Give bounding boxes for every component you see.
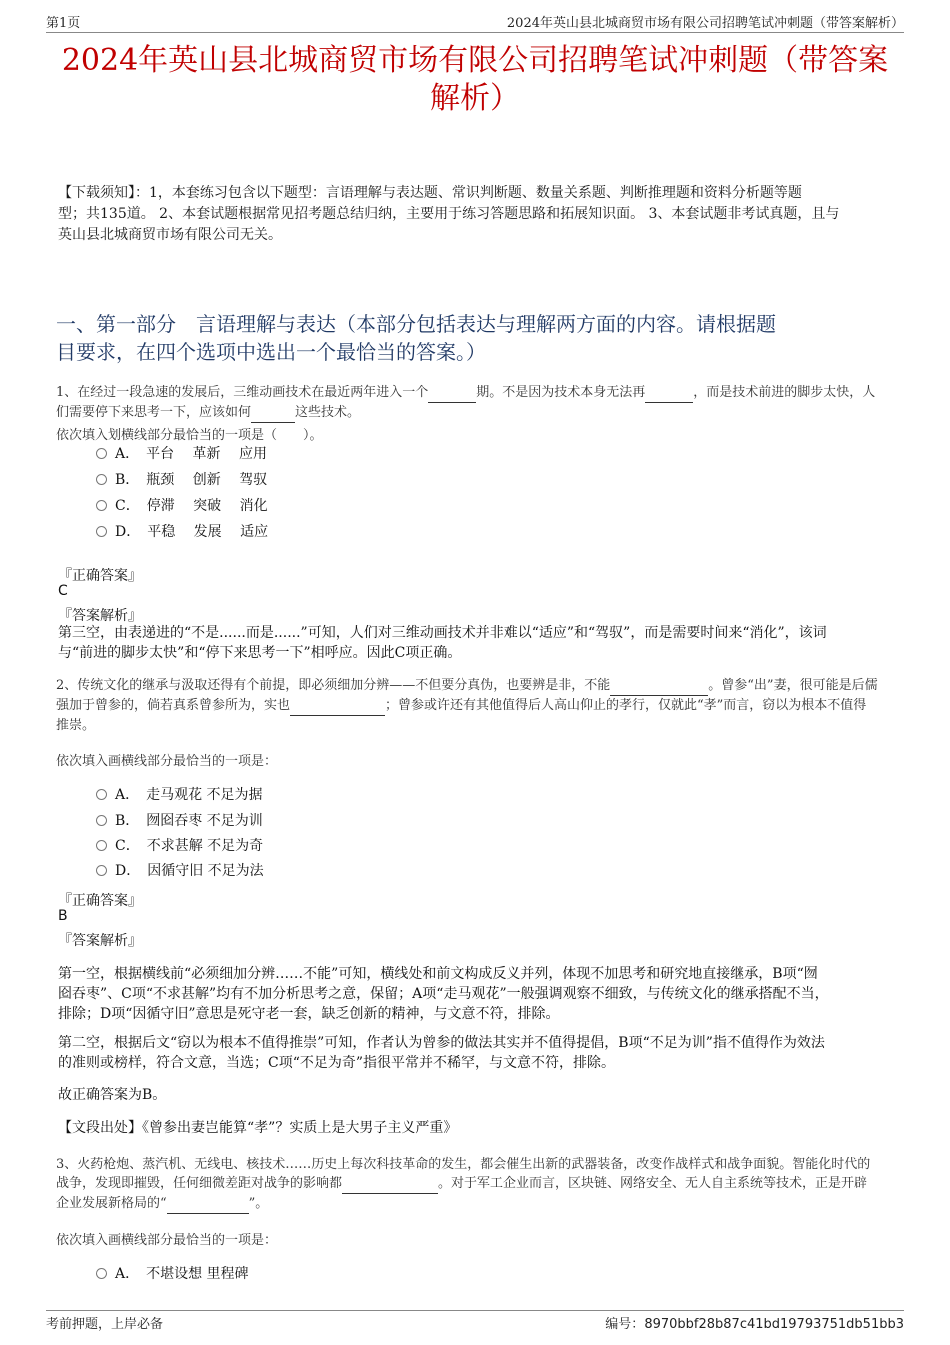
q1-blank-2 <box>645 383 693 403</box>
radio-icon[interactable] <box>96 500 107 511</box>
radio-icon[interactable] <box>96 865 107 876</box>
q1-blank-3 <box>251 403 295 423</box>
header-doc-title: 2024年英山县北城商贸市场有限公司招聘笔试冲刺题（带答案解析） <box>506 16 904 31</box>
section-heading <box>56 310 896 366</box>
q2-source: 【文段出处】《曾参出妻岂能算“孝”？实质上是大男子主义严重》 <box>58 1120 458 1136</box>
q1-blank-1 <box>428 383 476 403</box>
download-notice <box>58 183 898 246</box>
footer-code: 编号：8970bbf28b87c41bd19793751db51bb3 <box>605 1317 904 1332</box>
notice-line-3: 英山县北城商贸市场有限公司无关。 <box>58 227 282 243</box>
q2-analysis-label: 『答案解析』 <box>58 933 142 949</box>
q1-analysis: 第三空，由表递进的“不是......而是......”可知，人们对三维动画技术并非难以“适应”和“驾驭”，而是需要时间来“消化”，该词 与“前进的脚步太快”和“停下来思考一下”相呼应。因此C项正确。 <box>58 625 827 661</box>
q1-stem-line-1: 1、在经过一段急速的发展后，三维动画技术在最近两年进入一个 期。不是因为技术本身无法再 ，而是技术前进的脚步太快，人 <box>56 383 896 403</box>
radio-icon[interactable] <box>96 840 107 851</box>
q2-option-a[interactable]: A． 走马观花 不足为据 <box>96 785 263 805</box>
radio-icon[interactable] <box>96 789 107 800</box>
notice-line-1: 【下载须知】：1，本套练习包含以下题型：言语理解与表达题、常识判断题、数量关系题、判断推理题和资料分析题等题 <box>58 185 802 201</box>
section-line-1: 一、第一部分 言语理解与表达（本部分包括表达与理解两方面的内容。请根据题 <box>56 312 776 336</box>
radio-icon[interactable] <box>96 448 107 459</box>
footer-rule <box>46 1310 904 1311</box>
radio-icon[interactable] <box>96 526 107 537</box>
q2-analysis-p1: 第一空，根据横线前“必须细加分辨……不能”可知，横线处和前文构成反义并列，体现不加思考和研究地直接继承，B项“囫 囵吞枣”、C项“不求甚解”均有不加分析思考之意，保留；A项“走马观花”一般强调观察不细致，与传统文化的继承搭配不当， 排除；D项“因循守旧”意思是死守老一套，缺乏创新的精神，与文意不符，排除。 <box>58 966 829 1022</box>
q1-answer: C <box>58 583 68 599</box>
title-line-2: 解析） <box>430 81 520 116</box>
q3-stem: 3、火药枪炮、蒸汽机、无线电、核技术……历史上每次科技革命的发生，都会催生出新的武器装备，改变作战样式和战争面貌。智能化时代的 战争，发现即摧毁，任何细微差距对战争的影响都 。对于军工企业而言，区块链、网络安全、无人自主系统等技术，正是开辟 企业发展新格局的“ ”。 <box>56 1155 896 1214</box>
radio-icon[interactable] <box>96 815 107 826</box>
footer-slogan: 考前押题，上岸必备 <box>46 1317 164 1332</box>
title-line-1: 2024年英山县北城商贸市场有限公司招聘笔试冲刺题（带答案 <box>61 43 889 78</box>
q2-analysis-p2: 第二空，根据后文“窃以为根本不值得推崇”可知，作者认为曾参的做法其实并不值得提倡，B项“不足为训”指不值得作为效法 的准则或榜样，符合文意，当选；C项“不足为奇”指很平常并不稀罕，与文意不符，排除。 <box>58 1035 825 1071</box>
q1-analysis-label: 『答案解析』 <box>58 608 142 624</box>
q1-option-b[interactable]: B． 瓶颈 创新 驾驭 <box>96 470 267 490</box>
q2-stem: 2、传统文化的继承与汲取还得有个前提，即必须细加分辨——不但要分真伪，也要辨是非，不能 。曾参“出”妻，很可能是后儒 强加于曾参的，倘若真系曾参所为，实也 ；曾参或许还有其他值得后人高山仰止的孝行，仅就此“孝”而言，窃以为根本不值得 推崇。 <box>56 678 878 733</box>
q2-option-c[interactable]: C． 不求甚解 不足为奇 <box>96 836 263 856</box>
q2-prompt: 依次填入画横线部分最恰当的一项是： <box>56 754 278 769</box>
page-number: 第1页 <box>46 16 81 31</box>
q1-stem <box>56 383 896 423</box>
q2-answer: B <box>58 908 68 924</box>
q2-blank-1 <box>610 676 708 696</box>
q3-prompt: 依次填入画横线部分最恰当的一项是： <box>56 1233 278 1248</box>
q1-option-c[interactable]: C． 停滞 突破 消化 <box>96 496 268 516</box>
radio-icon[interactable] <box>96 1268 107 1279</box>
q3-blank-2 <box>167 1194 249 1214</box>
radio-icon[interactable] <box>96 474 107 485</box>
q1-option-a[interactable]: A． 平台 革新 应用 <box>96 444 267 464</box>
q1-answer-label: 『正确答案』 <box>58 568 142 584</box>
q2-answer-label: 『正确答案』 <box>58 893 142 909</box>
header-rule <box>46 32 904 33</box>
q3-option-a[interactable]: A． 不堪设想 里程碑 <box>96 1264 249 1284</box>
q2-conclusion: 故正确答案为B。 <box>58 1087 167 1103</box>
q1-prompt: 依次填入划横线部分最恰当的一项是（ ）。 <box>56 428 323 443</box>
q1-option-d[interactable]: D． 平稳 发展 适应 <box>96 522 268 542</box>
q2-option-b[interactable]: B． 囫囵吞枣 不足为训 <box>96 811 263 831</box>
notice-line-2: 型；共135道。 2、本套试题根据常见招考题总结归纳，主要用于练习答题思路和拓展知识面。 3、本套试题非考试真题，且与 <box>58 206 840 222</box>
q1-stem-line-2: 们需要停下来思考一下，应该如何 这些技术。 <box>56 403 896 423</box>
q2-blank-2 <box>290 696 385 716</box>
q2-option-d[interactable]: D． 因循守旧 不足为法 <box>96 861 264 881</box>
document-title <box>40 42 910 118</box>
section-line-2: 目要求，在四个选项中选出一个最恰当的答案。） <box>56 340 486 364</box>
q3-blank-1 <box>342 1174 438 1194</box>
